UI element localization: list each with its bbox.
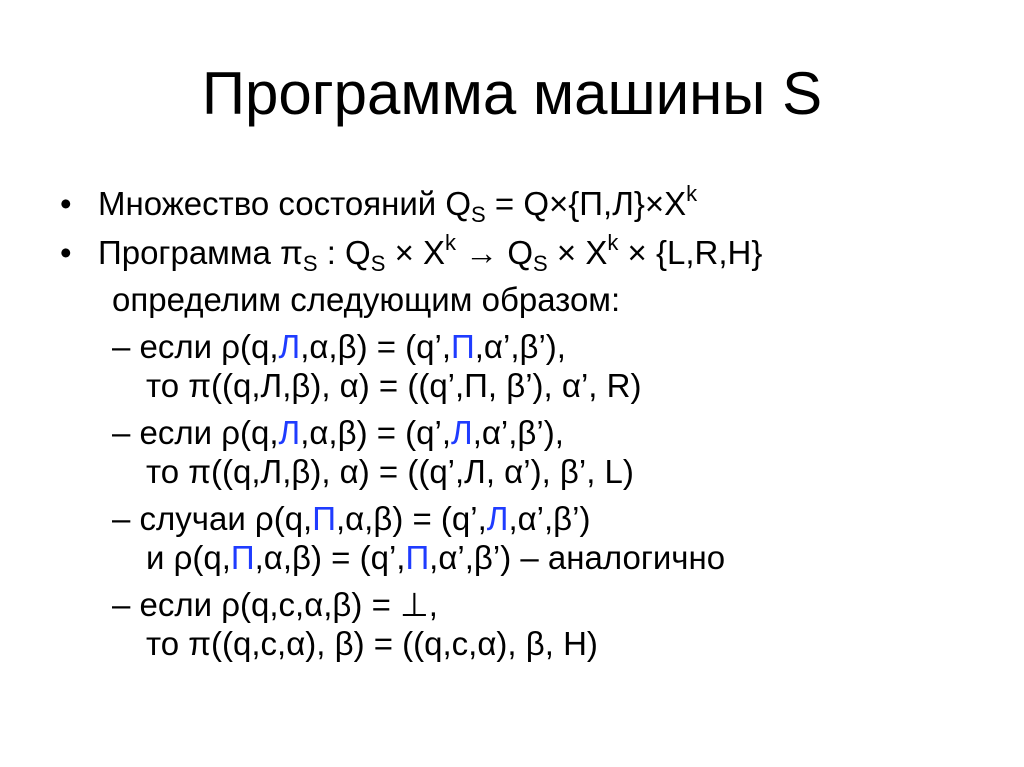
- subitem-2-result: то π((q,Л,β), α) = ((q’,Л, α’), β’, L): [146, 453, 634, 490]
- slide-title: Программа машины S: [201, 60, 823, 127]
- bullet-program-continuation: определим следующим образом:: [112, 281, 621, 318]
- bullet-marker: •: [60, 185, 72, 222]
- bullet-states: Множество состояний $Q_S = Q\times\{П,Л\}\times X^k$: [98, 181, 698, 227]
- subitem-4-condition: – если ρ(q,c,α,β) = ⊥,: [112, 586, 438, 623]
- subitem-2-condition: – если ρ(q,Л,α,β) = (q’,Л,α’,β’),: [112, 414, 564, 451]
- subitem-4-result: то π((q,c,α), β) = ((q,c,α), β, H): [146, 625, 598, 662]
- bullet-marker: •: [60, 234, 72, 271]
- subitem-1-condition: – если ρ(q,Л,α,β) = (q’,П,α’,β’),: [112, 328, 566, 365]
- subitem-3-continuation: и ρ(q,П,α,β) = (q’,П,α’,β’) – аналогично: [146, 539, 726, 576]
- subitem-1-result: то π((q,Л,β), α) = ((q’,П, β’), α’, R): [146, 367, 642, 404]
- bullet-program: Программа $\pi_S$ : $Q_S \times X^k \to Q_S \times X^k \times \{L,R,H\}$: [98, 230, 763, 276]
- subitem-3-condition: – случаи ρ(q,П,α,β) = (q’,Л,α’,β’): [112, 500, 591, 537]
